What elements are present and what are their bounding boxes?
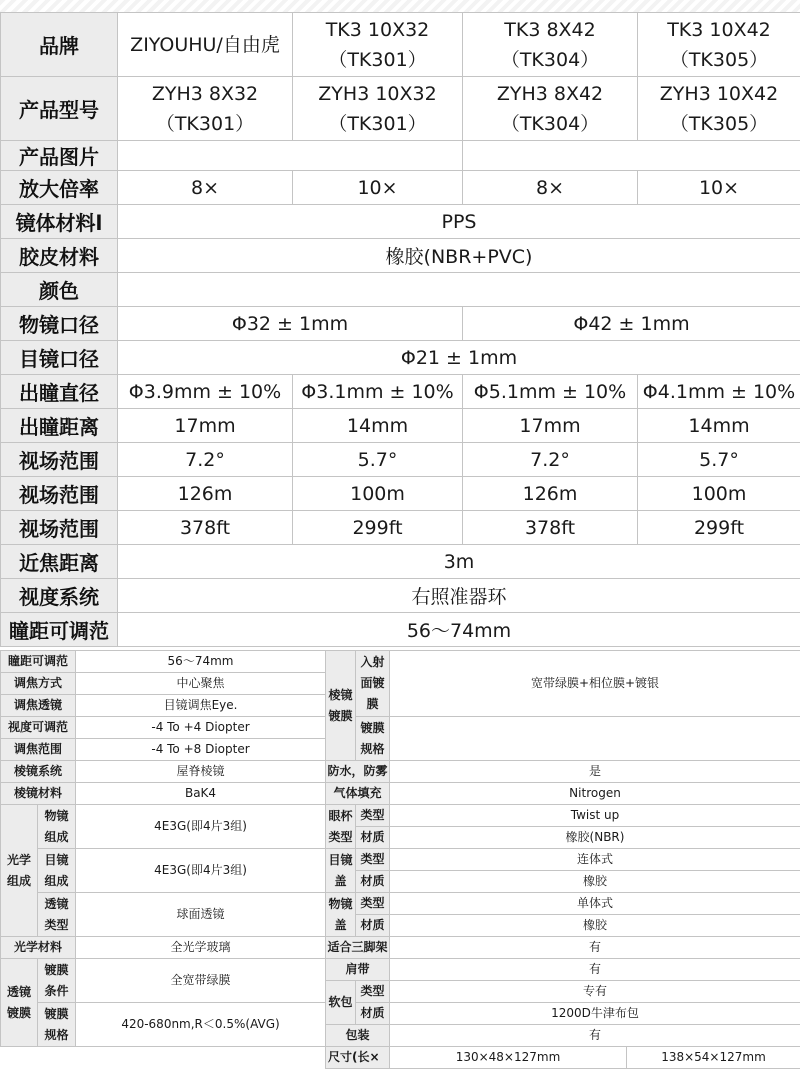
eyecup-type-label: 类型 — [356, 805, 390, 827]
prism-system-label: 棱镜系统 — [1, 761, 76, 783]
row-value: 10× — [638, 171, 800, 205]
eyepiece-cap-material-label: 材质 — [356, 871, 390, 893]
table-row — [1, 477, 800, 511]
eyecup-label-2: 类型 — [328, 829, 353, 844]
gas-fill-value: Nitrogen — [390, 783, 800, 805]
table-row — [1, 613, 800, 647]
table-row — [1, 739, 326, 761]
row-label: 产品图片 — [1, 141, 118, 171]
table-row — [326, 805, 800, 827]
prism-system-value: 屋脊棱镜 — [76, 761, 326, 783]
row-label: 出瞳直径 — [1, 375, 118, 409]
table-row — [1, 341, 800, 375]
row-value: 右照准器环 — [118, 579, 800, 613]
optical-group-label — [1, 805, 38, 937]
row-value: PPS — [118, 205, 800, 239]
focus-mode-value: 中心聚焦 — [76, 673, 326, 695]
row-value: 14mm — [293, 409, 463, 443]
row-value — [638, 77, 800, 141]
coating-spec-label — [38, 1003, 76, 1047]
soft-case-material-value: 1200D牛津布包 — [390, 1003, 800, 1025]
coating-condition-label-2: 条件 — [44, 983, 69, 998]
package-value: 有 — [390, 1025, 800, 1047]
row-value-line: （TK301） — [328, 112, 427, 135]
optical-group-label-1: 光学 — [6, 852, 31, 867]
row-value: 橡胶(NBR+PVC) — [118, 239, 800, 273]
row-value: Φ42 ± 1mm — [463, 307, 800, 341]
row-value: 7.2° — [118, 443, 293, 477]
focus-lens-label: 调焦透镜 — [1, 695, 76, 717]
coating-spec-label-1: 镀膜 — [44, 1006, 69, 1021]
diopter-value: -4 To +4 Diopter — [76, 717, 326, 739]
row-value: 17mm — [463, 409, 638, 443]
row-label: 瞳距可调范 — [1, 613, 118, 647]
row-value: 5.7° — [293, 443, 463, 477]
table-row — [1, 783, 326, 805]
row-value: 17mm — [118, 409, 293, 443]
table-row — [1, 239, 800, 273]
coating-group-label-2: 镀膜 — [6, 1005, 31, 1020]
row-value: Φ5.1mm ± 10% — [463, 375, 638, 409]
row-label: 出瞳距离 — [1, 409, 118, 443]
table-row — [1, 1003, 326, 1047]
waterproof-label: 防水，防雾 — [326, 761, 390, 783]
row-value-line: TK3 10X42 — [667, 18, 771, 41]
row-value-line: TK3 8X42 — [504, 18, 596, 41]
coating-group-label — [1, 959, 38, 1047]
soft-case-label: 软包 — [326, 981, 356, 1025]
focus-range-value: -4 To +8 Diopter — [76, 739, 326, 761]
coating-spec-value: 420-680nm,R＜0.5%(AVG) — [76, 1003, 326, 1047]
table-row — [326, 981, 800, 1003]
table-row — [1, 409, 800, 443]
table-row — [326, 783, 800, 805]
lens-type-value: 球面透镜 — [76, 893, 326, 937]
prism-coating-label-1: 棱镜 — [328, 687, 353, 702]
eyecup-label-1: 眼杯 — [328, 808, 353, 823]
row-value-line: （TK301） — [155, 112, 255, 135]
table-row — [1, 273, 800, 307]
incident-label-1: 入射 — [360, 655, 385, 669]
row-value: 299ft — [638, 511, 800, 545]
eyepiece-cap-type-label: 类型 — [356, 849, 390, 871]
eyecup-material-value: 橡胶(NBR) — [390, 827, 800, 849]
table-row — [1, 937, 326, 959]
eyepiece-label-1: 目镜 — [44, 852, 69, 867]
row-value-line: （TK301） — [328, 48, 427, 71]
table-row — [326, 827, 800, 849]
package-label: 包装 — [326, 1025, 390, 1047]
strap-label: 肩带 — [326, 959, 390, 981]
row-value-line: （TK305） — [669, 112, 769, 135]
coating-group-label-1: 透镜 — [6, 984, 31, 999]
eyecup-label — [326, 805, 356, 849]
focus-range-label: 调焦范围 — [1, 739, 76, 761]
detail-table-left — [0, 650, 326, 1047]
row-value-line: ZYH3 8X42 — [496, 82, 604, 105]
table-row — [326, 717, 800, 761]
coating-condition-label — [38, 959, 76, 1003]
eyepiece-cap-material-value: 橡胶 — [390, 871, 800, 893]
objective-value: 4E3G(即4片3组) — [76, 805, 326, 849]
row-label: 近焦距离 — [1, 545, 118, 579]
table-row — [326, 871, 800, 893]
optical-group-label-2: 组成 — [6, 873, 31, 888]
table-row — [326, 849, 800, 871]
table-row — [1, 375, 800, 409]
row-value — [118, 77, 293, 141]
table-row — [1, 717, 326, 739]
row-value: 14mm — [638, 409, 800, 443]
table-row — [1, 205, 800, 239]
row-value — [638, 13, 800, 77]
row-value: Φ3.9mm ± 10% — [118, 375, 293, 409]
eyecup-material-label: 材质 — [356, 827, 390, 849]
table-row — [1, 651, 326, 673]
eyepiece-cap-label-1: 目镜 — [328, 852, 353, 867]
table-row — [1, 893, 326, 937]
table-row — [1, 959, 326, 1003]
eyepiece-cap-label — [326, 849, 356, 893]
row-label: 视场范围 — [1, 511, 118, 545]
row-value — [293, 13, 463, 77]
lens-type-label-1: 透镜 — [44, 896, 69, 911]
row-value: 3m — [118, 545, 800, 579]
size-value-2: 138×54×127mm — [627, 1047, 800, 1069]
row-value: 56～74mm — [118, 613, 800, 647]
coating-spec-label-2: 规格 — [44, 1027, 69, 1042]
table-row — [1, 511, 800, 545]
row-value: 126m — [118, 477, 293, 511]
objective-cap-type-value: 单体式 — [390, 893, 800, 915]
objective-cap-label-1: 物镜 — [328, 896, 353, 911]
row-label: 产品型号 — [1, 77, 118, 141]
row-value: ZIYOUHU/自由虎 — [118, 13, 293, 77]
row-value: Φ4.1mm ± 10% — [638, 375, 800, 409]
focus-mode-label: 调焦方式 — [1, 673, 76, 695]
incident-label-3: 膜 — [366, 697, 379, 711]
row-value-line: ZYH3 8X32 — [151, 82, 259, 105]
row-value-line: （TK305） — [669, 48, 769, 71]
row-label: 目镜口径 — [1, 341, 118, 375]
table-row — [326, 761, 800, 783]
soft-case-type-value: 专有 — [390, 981, 800, 1003]
table-row — [1, 579, 800, 613]
table-row — [1, 695, 326, 717]
main-spec-table — [0, 12, 800, 647]
objective-cap-label-2: 盖 — [334, 917, 347, 932]
table-row — [1, 545, 800, 579]
row-value: Φ3.1mm ± 10% — [293, 375, 463, 409]
objective-cap-material-label: 材质 — [356, 915, 390, 937]
waterproof-value: 是 — [390, 761, 800, 783]
row-value-line: （TK304） — [500, 48, 600, 71]
row-label: 颜色 — [1, 273, 118, 307]
row-label: 视场范围 — [1, 443, 118, 477]
objective-cap-label — [326, 893, 356, 937]
focus-lens-value: 目镜调焦Eye. — [76, 695, 326, 717]
row-value — [463, 13, 638, 77]
objective-cap-material-value: 橡胶 — [390, 915, 800, 937]
row-value — [463, 141, 800, 171]
prism-coating-label — [326, 651, 356, 761]
objective-label-1: 物镜 — [44, 808, 69, 823]
objective-label-2: 组成 — [44, 829, 69, 844]
eyepiece-cap-type-value: 连体式 — [390, 849, 800, 871]
table-row — [326, 1003, 800, 1025]
row-value-line: ZYH3 10X42 — [659, 82, 779, 105]
lens-type-label-2: 类型 — [44, 917, 69, 932]
row-value: 100m — [293, 477, 463, 511]
row-label: 胶皮材料 — [1, 239, 118, 273]
soft-case-type-label: 类型 — [356, 981, 390, 1003]
row-label: 镜体材料l — [1, 205, 118, 239]
table-row — [1, 77, 800, 141]
table-row — [1, 13, 800, 77]
row-value: Φ32 ± 1mm — [118, 307, 463, 341]
ipd-value: 56～74mm — [76, 651, 326, 673]
gas-fill-label: 气体填充 — [326, 783, 390, 805]
incident-label-2: 面镀 — [360, 676, 385, 690]
row-value: 100m — [638, 477, 800, 511]
eyepiece-cap-label-2: 盖 — [334, 873, 347, 888]
size-label: 尺寸(长× — [326, 1047, 390, 1069]
row-value: 7.2° — [463, 443, 638, 477]
table-row — [326, 893, 800, 915]
table-row — [1, 805, 326, 849]
table-row — [1, 673, 326, 695]
prism-coating-spec-label-2: 规格 — [360, 741, 385, 756]
soft-case-material-label: 材质 — [356, 1003, 390, 1025]
top-divider — [0, 0, 800, 12]
prism-material-label: 棱镜材料 — [1, 783, 76, 805]
row-value-line: （TK304） — [500, 112, 600, 135]
row-value — [118, 273, 800, 307]
row-value — [463, 77, 638, 141]
eyepiece-label — [38, 849, 76, 893]
lens-type-label — [38, 893, 76, 937]
table-row — [1, 141, 800, 171]
row-value: Φ21 ± 1mm — [118, 341, 800, 375]
row-value: 5.7° — [638, 443, 800, 477]
row-value-line: TK3 10X32 — [325, 18, 430, 41]
prism-coating-spec-label — [356, 717, 390, 761]
row-label: 放大倍率 — [1, 171, 118, 205]
tripod-label: 适合三脚架 — [326, 937, 390, 959]
prism-coating-label-2: 镀膜 — [328, 708, 353, 723]
row-value: 8× — [463, 171, 638, 205]
row-label: 物镜口径 — [1, 307, 118, 341]
row-value: 10× — [293, 171, 463, 205]
prism-coating-spec-value — [390, 717, 800, 761]
objective-label — [38, 805, 76, 849]
prism-coating-spec-label-1: 镀膜 — [360, 720, 385, 735]
ipd-label: 瞳距可调范 — [1, 651, 76, 673]
table-row — [326, 1025, 800, 1047]
table-row — [1, 307, 800, 341]
eyecup-type-value: Twist up — [390, 805, 800, 827]
row-value: 8× — [118, 171, 293, 205]
incident-coating-label — [356, 651, 390, 717]
coating-condition-label-1: 镀膜 — [44, 962, 69, 977]
objective-cap-type-label: 类型 — [356, 893, 390, 915]
eyepiece-value: 4E3G(即4片3组) — [76, 849, 326, 893]
table-row — [326, 651, 800, 717]
table-row — [326, 959, 800, 981]
table-row — [1, 849, 326, 893]
size-value-1: 130×48×127mm — [390, 1047, 627, 1069]
table-row — [326, 915, 800, 937]
table-row — [326, 937, 800, 959]
strap-value: 有 — [390, 959, 800, 981]
table-row — [1, 761, 326, 783]
row-value — [118, 141, 463, 171]
eyepiece-label-2: 组成 — [44, 873, 69, 888]
row-value — [293, 77, 463, 141]
row-value: 378ft — [463, 511, 638, 545]
row-label: 品牌 — [1, 13, 118, 77]
optical-material-value: 全光学玻璃 — [76, 937, 326, 959]
coating-condition-value: 全宽带绿膜 — [76, 959, 326, 1003]
incident-coating-value: 宽带绿膜+相位膜+镀银 — [390, 651, 800, 717]
row-value: 378ft — [118, 511, 293, 545]
row-value: 126m — [463, 477, 638, 511]
row-label: 视场范围 — [1, 477, 118, 511]
row-value: 299ft — [293, 511, 463, 545]
optical-material-label: 光学材料 — [1, 937, 76, 959]
table-row — [1, 443, 800, 477]
prism-material-value: BaK4 — [76, 783, 326, 805]
table-row — [326, 1047, 800, 1069]
tripod-value: 有 — [390, 937, 800, 959]
row-label: 视度系统 — [1, 579, 118, 613]
detail-table-right — [325, 650, 800, 1069]
diopter-label: 视度可调范 — [1, 717, 76, 739]
row-value-line: ZYH3 10X32 — [318, 82, 437, 105]
table-row — [1, 171, 800, 205]
